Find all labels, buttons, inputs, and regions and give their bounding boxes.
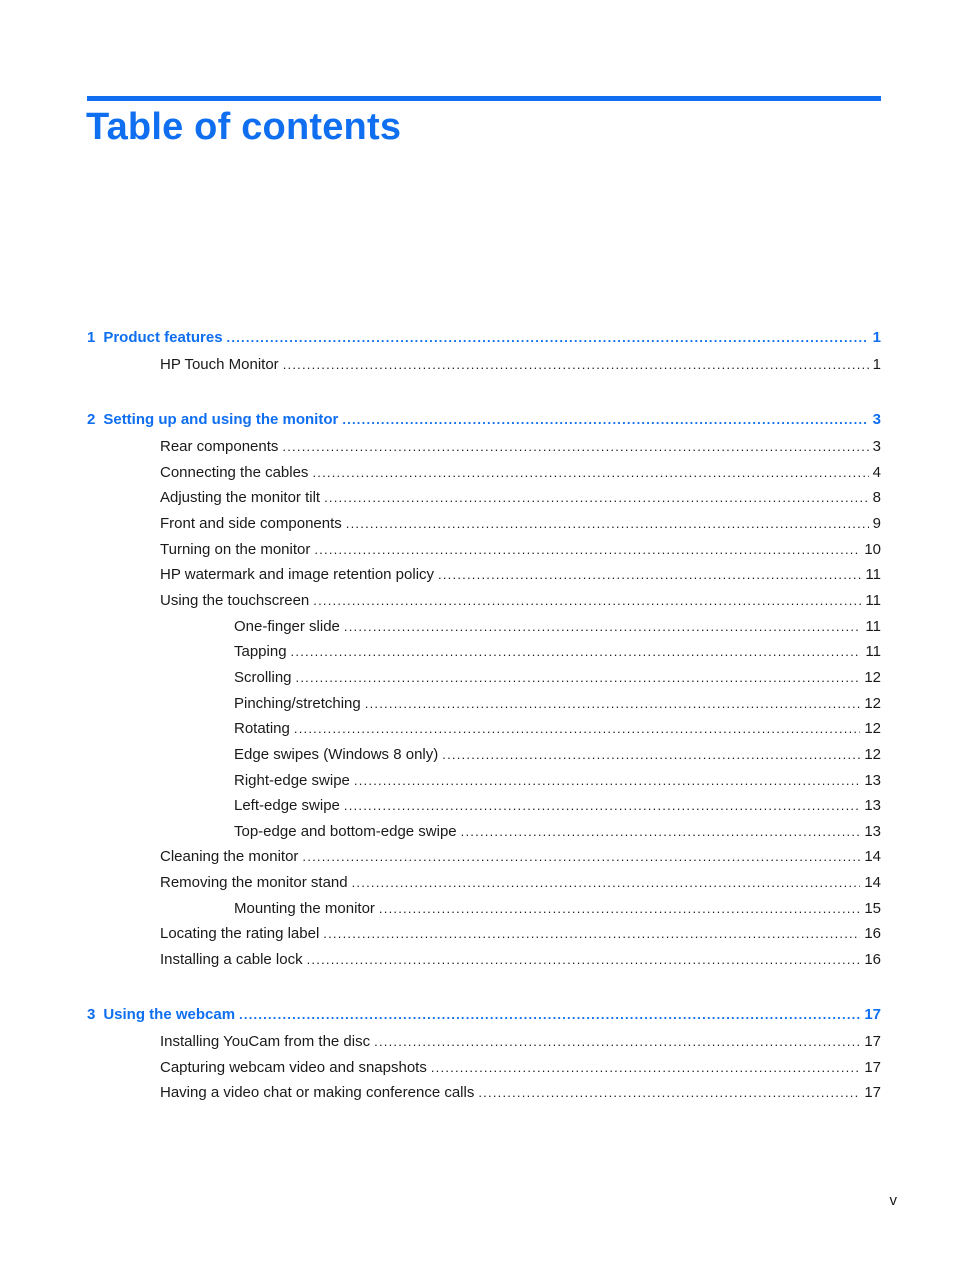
toc-entry-label: Left-edge swipe: [234, 797, 340, 814]
toc-entry-label: Installing YouCam from the disc: [160, 1033, 371, 1050]
toc-entry-label: Capturing webcam video and snapshots: [160, 1059, 427, 1076]
toc-entry-label: Product features: [103, 329, 223, 346]
toc-entry[interactable]: [160, 1057, 881, 1079]
toc-entry[interactable]: [234, 795, 881, 817]
toc-entry-label: Top-edge and bottom-edge swipe: [234, 823, 457, 840]
toc-entry-label: Cleaning the monitor: [160, 848, 299, 865]
toc-entry-label: Adjusting the monitor tilt: [160, 489, 321, 506]
toc-entry[interactable]: [160, 846, 881, 868]
toc-entry[interactable]: [160, 590, 881, 612]
toc-chapter-entry[interactable]: [87, 409, 881, 431]
toc-entry-label: Right-edge swipe: [234, 772, 350, 789]
toc-entry-page: 3: [872, 438, 881, 455]
toc-entry-page: 11: [865, 618, 881, 635]
toc-entry[interactable]: [160, 354, 881, 376]
toc-entry-page: 11: [865, 592, 881, 609]
toc-entry[interactable]: [160, 487, 881, 509]
toc-entry-page: 11: [865, 566, 881, 583]
toc-entry-page: 12: [864, 746, 881, 763]
toc-dot-leader: [239, 1004, 860, 1026]
toc-dot-leader: [346, 513, 869, 535]
toc-entry-page: 12: [864, 720, 881, 737]
toc-entry-page: 4: [872, 464, 881, 481]
toc-entry-label: Tapping: [234, 643, 287, 660]
toc-dot-leader: [324, 487, 869, 509]
toc-entry-label: Setting up and using the monitor: [103, 411, 339, 428]
toc-entry-label: Connecting the cables: [160, 464, 309, 481]
toc-entry-label: Removing the monitor stand: [160, 874, 348, 891]
toc-entry[interactable]: [160, 949, 881, 971]
toc-entry-label: Rotating: [234, 720, 290, 737]
toc-entry-label: Scrolling: [234, 669, 292, 686]
toc-entry-page: 1: [872, 329, 881, 346]
toc-entry-page: 12: [864, 695, 881, 712]
toc-entry-label: Using the touchscreen: [160, 592, 310, 609]
toc-entry-page: 17: [864, 1033, 881, 1050]
toc-entry[interactable]: [234, 667, 881, 689]
toc-entry[interactable]: [160, 1082, 881, 1104]
toc-entry[interactable]: [234, 770, 881, 792]
toc-entry-page: 13: [864, 772, 881, 789]
toc-dot-leader: [302, 846, 860, 868]
toc-dot-leader: [282, 436, 868, 458]
toc-dot-leader: [313, 590, 861, 612]
toc-entry-page: 15: [864, 900, 881, 917]
toc-entry-label: Using the webcam: [103, 1006, 236, 1023]
toc-entry-page: 9: [872, 515, 881, 532]
toc-chapter-number: 3: [87, 1006, 96, 1023]
toc-entry-page: 8: [872, 489, 881, 506]
toc-entry-label: HP Touch Monitor: [160, 356, 279, 373]
toc-chapter-entry[interactable]: [87, 327, 881, 349]
toc-entry-label: Rear components: [160, 438, 279, 455]
toc-dot-leader: [307, 949, 861, 971]
toc-dot-leader: [438, 564, 861, 586]
toc-dot-leader: [354, 770, 860, 792]
toc-dot-leader: [344, 795, 860, 817]
toc-dot-leader: [344, 616, 862, 638]
page-number: v: [889, 1192, 897, 1209]
toc-entry[interactable]: [160, 564, 881, 586]
toc-entry-page: 16: [864, 925, 881, 942]
toc-entry[interactable]: [160, 436, 881, 458]
toc-entry[interactable]: [234, 718, 881, 740]
toc-entry-page: 11: [865, 643, 881, 660]
toc-entry-page: 13: [864, 797, 881, 814]
toc-entry[interactable]: [234, 616, 881, 638]
toc-dot-leader: [365, 693, 861, 715]
toc-entry-page: 12: [864, 669, 881, 686]
toc-entry-label: Pinching/stretching: [234, 695, 361, 712]
toc-dot-leader: [291, 641, 862, 663]
toc-entry[interactable]: [160, 539, 881, 561]
toc-dot-leader: [294, 718, 860, 740]
toc-dot-leader: [352, 872, 861, 894]
toc-entry-page: 10: [864, 541, 881, 558]
toc-entry-label: Having a video chat or making conference calls: [160, 1084, 475, 1101]
toc-entry-label: Mounting the monitor: [234, 900, 375, 917]
toc-entry[interactable]: [160, 1031, 881, 1053]
toc-chapter-number: 1: [87, 329, 96, 346]
toc-dot-leader: [314, 539, 860, 561]
toc-dot-leader: [227, 327, 869, 349]
toc-entry[interactable]: [160, 923, 881, 945]
page-title: Table of contents: [86, 106, 402, 148]
toc-entry-label: Edge swipes (Windows 8 only): [234, 746, 439, 763]
toc-dot-leader: [442, 744, 860, 766]
toc-dot-leader: [379, 898, 860, 920]
toc-dot-leader: [312, 462, 868, 484]
toc-entry-label: One-finger slide: [234, 618, 340, 635]
toc-entry[interactable]: [234, 693, 881, 715]
toc-entry-label: HP watermark and image retention policy: [160, 566, 435, 583]
toc-chapter-entry[interactable]: [87, 1004, 881, 1026]
toc-entry[interactable]: [160, 513, 881, 535]
toc-dot-leader: [478, 1082, 860, 1104]
toc-dot-leader: [374, 1031, 860, 1053]
toc-entry-label: Front and side components: [160, 515, 342, 532]
toc-entry-page: 13: [864, 823, 881, 840]
toc-entry-page: 3: [872, 411, 881, 428]
toc-dot-leader: [342, 409, 868, 431]
toc-entry-page: 14: [864, 874, 881, 891]
toc-entry[interactable]: [234, 641, 881, 663]
toc-entry[interactable]: [234, 821, 881, 843]
toc-dot-leader: [461, 821, 861, 843]
toc-entry-page: 17: [864, 1006, 881, 1023]
toc-entry-page: 17: [864, 1059, 881, 1076]
toc-entry-label: Turning on the monitor: [160, 541, 311, 558]
toc-entry-label: Installing a cable lock: [160, 951, 303, 968]
toc-dot-leader: [323, 923, 860, 945]
toc-entry[interactable]: [160, 462, 881, 484]
toc-entry[interactable]: [234, 744, 881, 766]
toc-entry-page: 14: [864, 848, 881, 865]
toc-entry-page: 1: [872, 356, 881, 373]
toc-dot-leader: [296, 667, 861, 689]
toc-entry-page: 16: [864, 951, 881, 968]
toc-chapter-number: 2: [87, 411, 96, 428]
toc-entry[interactable]: [234, 898, 881, 920]
toc-dot-leader: [283, 354, 869, 376]
toc-entry-page: 17: [864, 1084, 881, 1101]
toc-entry-label: Locating the rating label: [160, 925, 320, 942]
toc-dot-leader: [431, 1057, 860, 1079]
toc-entry[interactable]: [160, 872, 881, 894]
